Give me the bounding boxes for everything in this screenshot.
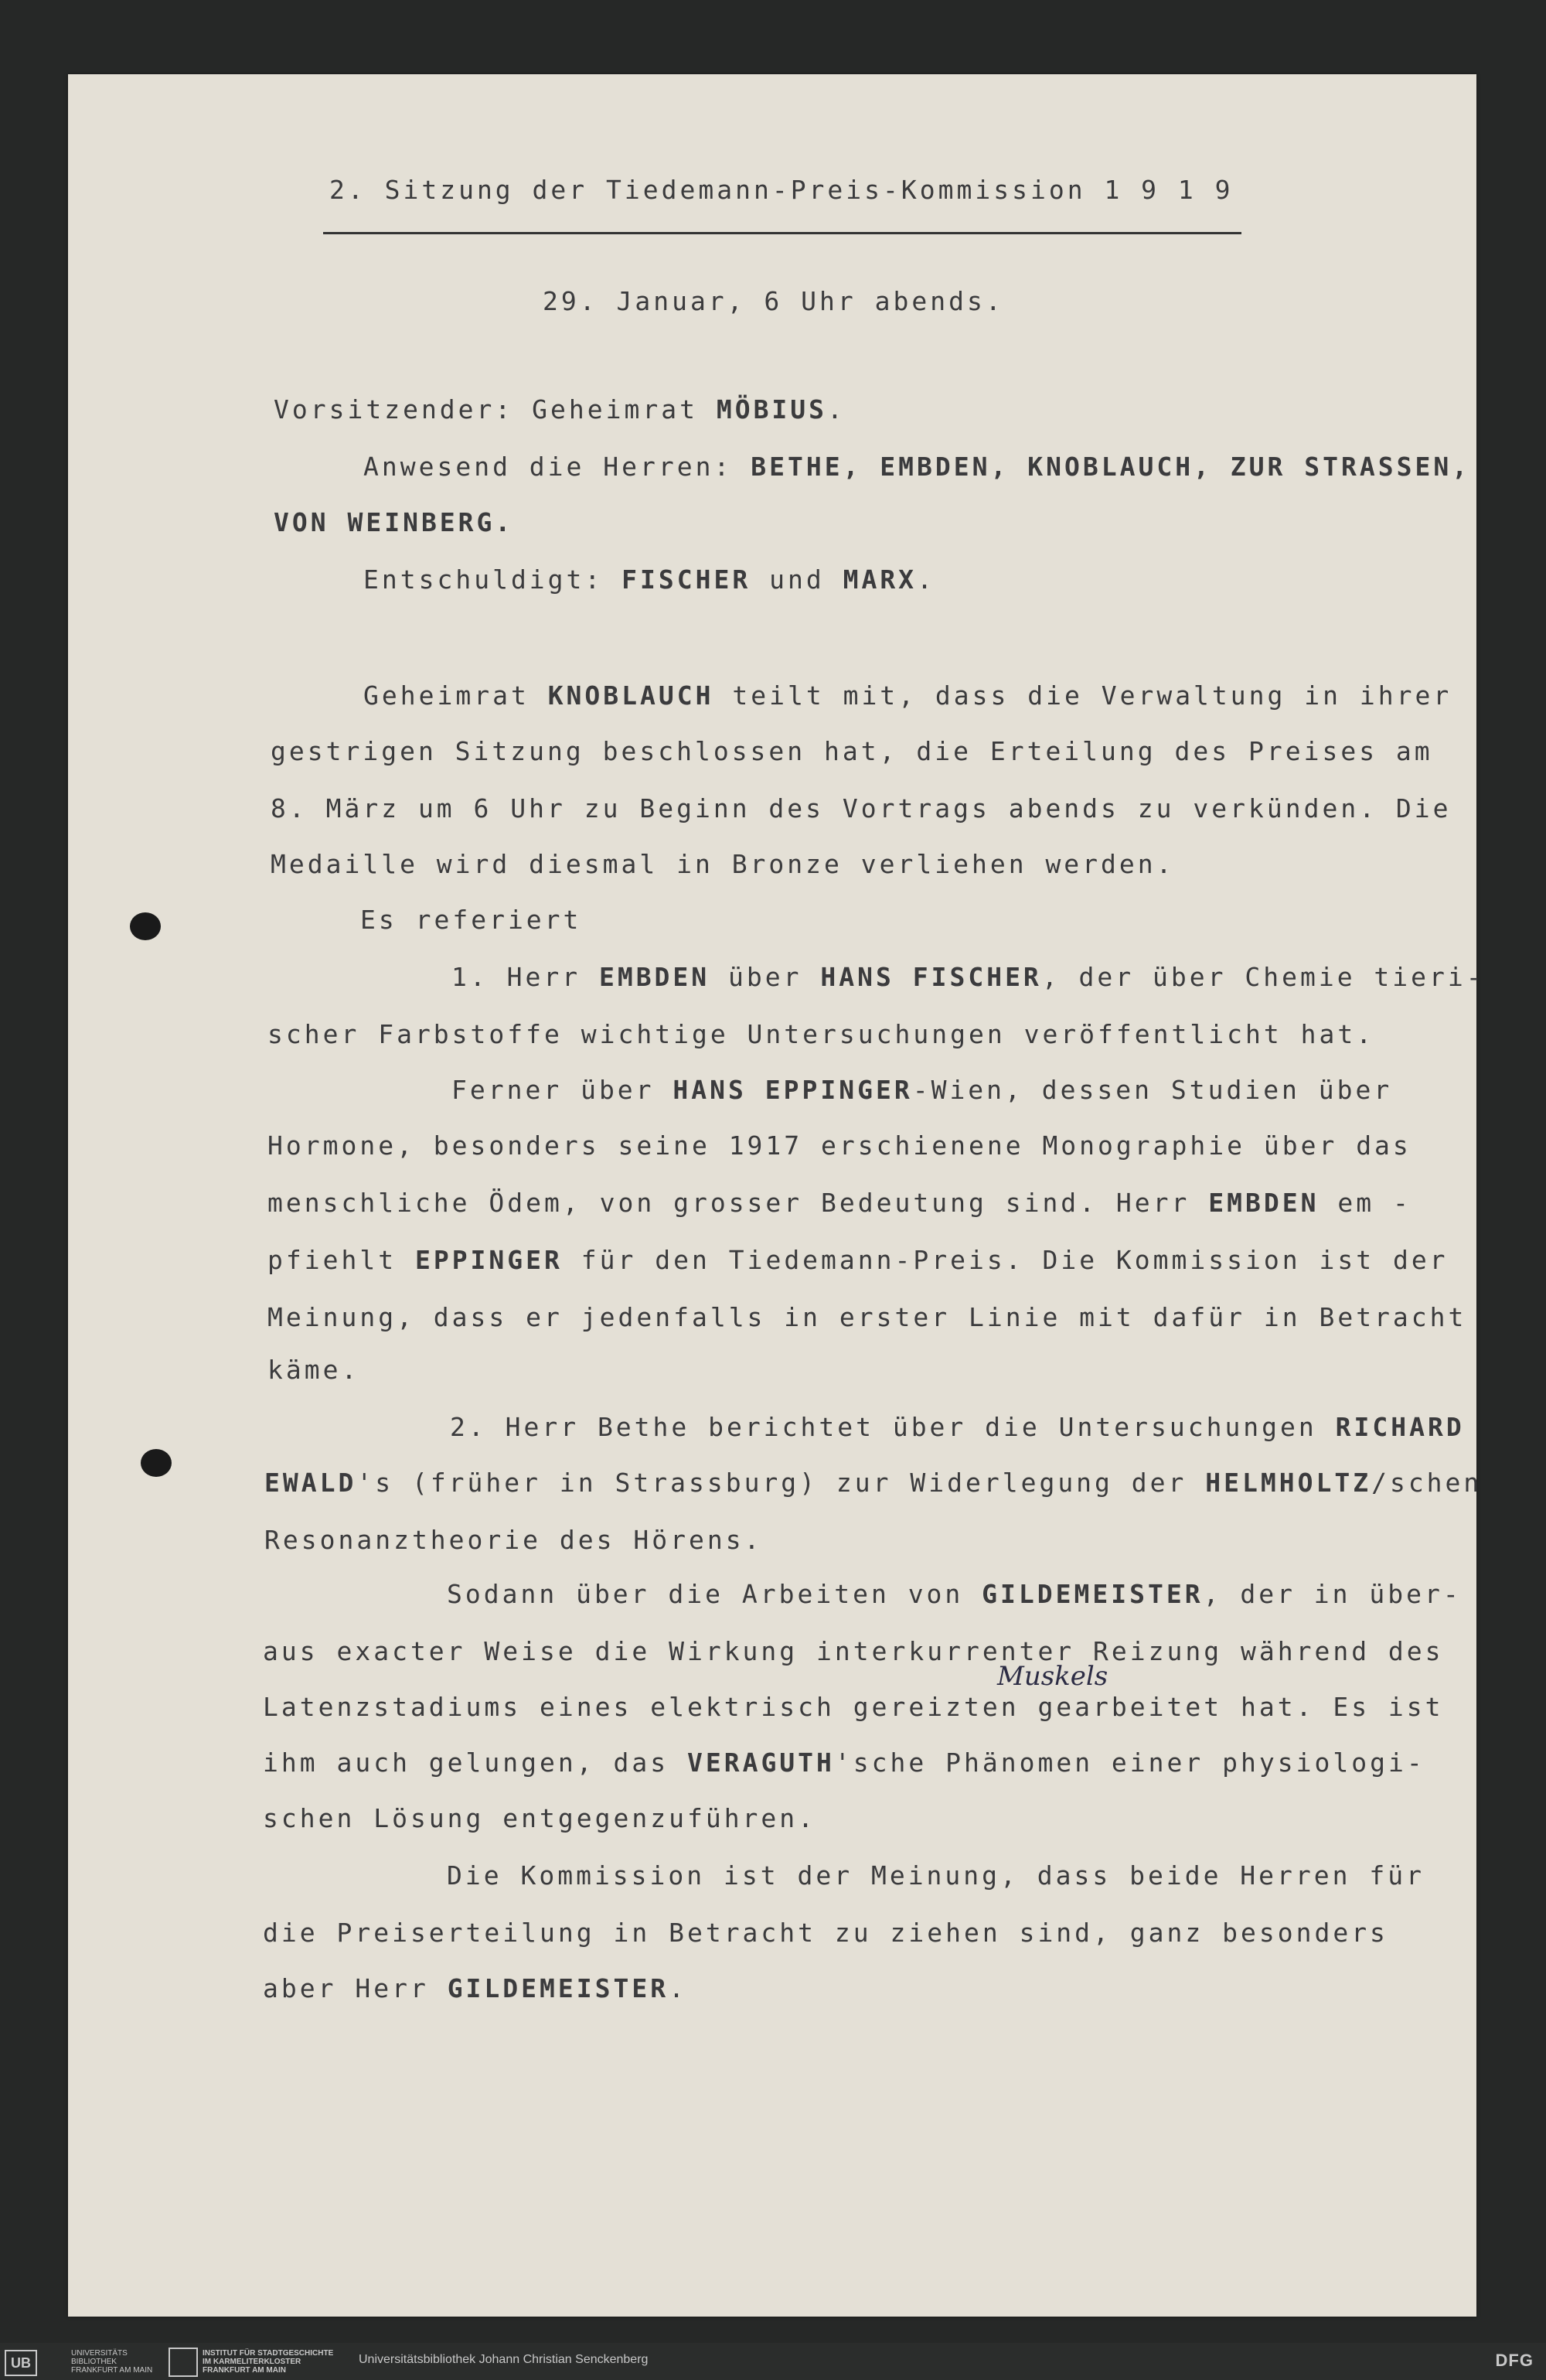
text-line xyxy=(363,680,1452,711)
text-line xyxy=(447,1579,1462,1609)
text-segment: aber Herr xyxy=(263,1973,448,2003)
text-segment: /schen xyxy=(1371,1468,1483,1498)
text-line xyxy=(271,793,1452,823)
text-segment: Resonanztheorie des Hörens. xyxy=(264,1525,763,1555)
dfg-logo: DFG xyxy=(1495,2351,1534,2370)
text-segment: . xyxy=(917,564,935,595)
name-emphasis: MÖBIUS xyxy=(716,394,828,425)
text-segment: über xyxy=(710,962,821,992)
text-line xyxy=(267,1130,1411,1161)
text-segment: Vorsitzender: Geheimrat xyxy=(274,394,717,425)
text-segment: die Preiserteilung in Betracht zu ziehen sind, ganz besonders xyxy=(263,1918,1388,1948)
text-segment: 1. Herr xyxy=(451,962,599,992)
text-segment: gestrigen Sitzung beschlossen hat, die Erteilung des Preises am xyxy=(271,736,1433,766)
text-segment: 8. März um 6 Uhr zu Beginn des Vortrags abends zu verkünden. Die xyxy=(271,793,1452,823)
text-line xyxy=(267,1188,1411,1218)
text-segment: Medaille wird diesmal in Bronze verliehen werden. xyxy=(271,849,1175,879)
text-segment: Sodann über die Arbeiten von xyxy=(447,1579,982,1609)
ub-logo-text: UNIVERSITÄTS BIBLIOTHEK FRANKFURT AM MAIN xyxy=(71,2349,153,2375)
text-segment: 2. Herr Bethe berichtet über die Untersuchungen xyxy=(450,1412,1336,1442)
text-segment: Latenzstadiums eines elektrisch gereizten gearbeitet hat. Es ist xyxy=(263,1692,1444,1722)
text-line xyxy=(271,849,1175,879)
text-segment: teilt mit, dass die Verwaltung in ihrer xyxy=(713,680,1452,711)
text-line xyxy=(264,1468,1482,1498)
name-emphasis: EWALD xyxy=(264,1468,357,1498)
text-segment: em - xyxy=(1319,1188,1411,1218)
name-emphasis: KNOBLAUCH xyxy=(547,680,714,711)
text-segment: menschliche Ödem, von grosser Bedeutung sind. Herr xyxy=(267,1188,1209,1218)
punch-hole-lower xyxy=(141,1449,172,1477)
text-line xyxy=(363,452,1470,482)
text-segment: Geheimrat xyxy=(363,680,548,711)
text-segment: pfiehlt xyxy=(267,1245,415,1275)
text-segment: aus exacter Weise die Wirkung interkurrenter Reizung während des xyxy=(263,1636,1444,1666)
name-emphasis: EPPINGER xyxy=(414,1245,563,1275)
text-segment: Entschuldigt: xyxy=(363,564,622,595)
institut-logo-text: INSTITUT FÜR STADTGESCHICHTE IM KARMELITERKLOSTER FRANKFURT AM MAIN xyxy=(203,2349,334,2375)
name-emphasis: EMBDEN xyxy=(1208,1188,1320,1218)
text-line xyxy=(263,1973,687,2003)
text-line xyxy=(263,1747,1425,1778)
meeting-date: 29. Januar, 6 Uhr abends. xyxy=(543,286,1004,316)
name-emphasis: RICHARD xyxy=(1335,1412,1465,1442)
text-segment: Es referiert xyxy=(360,905,582,935)
text-line xyxy=(447,1860,1425,1891)
name-emphasis: BETHE, EMBDEN, KNOBLAUCH, ZUR STRASSEN, xyxy=(751,452,1471,482)
text-segment: -Wien, dessen Studien über xyxy=(912,1075,1393,1105)
punch-hole-upper xyxy=(130,912,161,940)
text-segment: Hormone, besonders seine 1917 erschienene Monographie über das xyxy=(267,1130,1411,1161)
text-segment: und xyxy=(751,564,843,595)
name-emphasis: MARX xyxy=(843,564,918,595)
text-segment: Die Kommission ist der Meinung, dass beide Herren für xyxy=(447,1860,1425,1891)
text-segment: 's (früher in Strassburg) zur Widerlegung der xyxy=(356,1468,1206,1498)
text-line xyxy=(263,1636,1444,1666)
text-segment: , der über Chemie tieri- xyxy=(1041,962,1485,992)
text-line xyxy=(267,1019,1374,1049)
text-line xyxy=(264,1525,762,1555)
text-line xyxy=(274,394,846,425)
text-segment: , der in über- xyxy=(1203,1579,1462,1609)
text-segment: . xyxy=(827,394,846,425)
text-line xyxy=(263,1692,1444,1722)
text-line xyxy=(360,905,581,935)
institut-logo-icon xyxy=(169,2348,198,2377)
text-segment: schen Lösung entgegenzuführen. xyxy=(263,1803,817,1833)
text-segment: Anwesend die Herren: xyxy=(363,452,751,482)
name-emphasis: HANS EPPINGER xyxy=(673,1075,913,1105)
text-line xyxy=(263,1803,816,1833)
name-emphasis: FISCHER xyxy=(621,564,751,595)
text-line xyxy=(267,1245,1449,1275)
text-line xyxy=(451,1075,1392,1105)
text-line xyxy=(267,1355,359,1385)
name-emphasis: GILDEMEISTER xyxy=(982,1579,1204,1609)
text-segment: ihm auch gelungen, das xyxy=(263,1747,687,1778)
document-header: 2. Sitzung der Tiedemann-Preis-Kommission 1 9 1 9 xyxy=(329,175,1234,205)
text-line xyxy=(274,507,513,537)
text-line xyxy=(451,962,1485,992)
text-segment: Ferner über xyxy=(451,1075,673,1105)
library-name: Universitätsbibliothek Johann Christian Senckenberg xyxy=(359,2353,649,2366)
archive-footer xyxy=(0,2343,1546,2380)
text-line xyxy=(267,1302,1466,1332)
text-line xyxy=(263,1918,1388,1948)
text-segment: 'sche Phänomen einer physiologi- xyxy=(834,1747,1425,1778)
name-emphasis: HELMHOLTZ xyxy=(1205,1468,1372,1498)
text-segment: käme. xyxy=(267,1355,360,1385)
name-emphasis: EMBDEN xyxy=(598,962,710,992)
name-emphasis: GILDEMEISTER xyxy=(447,1973,669,2003)
text-segment: für den Tiedemann-Preis. Die Kommission ist der xyxy=(562,1245,1449,1275)
text-segment: Meinung, dass er jedenfalls in erster Linie mit dafür in Betracht xyxy=(267,1302,1467,1332)
document-page xyxy=(68,74,1485,2317)
header-underline xyxy=(323,232,1241,234)
text-segment: scher Farbstoffe wichtige Untersuchungen veröffentlicht hat. xyxy=(267,1019,1375,1049)
name-emphasis: VON WEINBERG. xyxy=(274,507,514,537)
name-emphasis: VERAGUTH xyxy=(686,1747,835,1778)
handwritten-insertion: Muskels xyxy=(997,1661,1108,1692)
text-line xyxy=(363,564,935,595)
text-segment: . xyxy=(669,1973,687,2003)
text-line xyxy=(450,1412,1465,1442)
name-emphasis: HANS FISCHER xyxy=(820,962,1042,992)
ub-logo: UB xyxy=(5,2350,37,2376)
text-line xyxy=(271,736,1433,766)
